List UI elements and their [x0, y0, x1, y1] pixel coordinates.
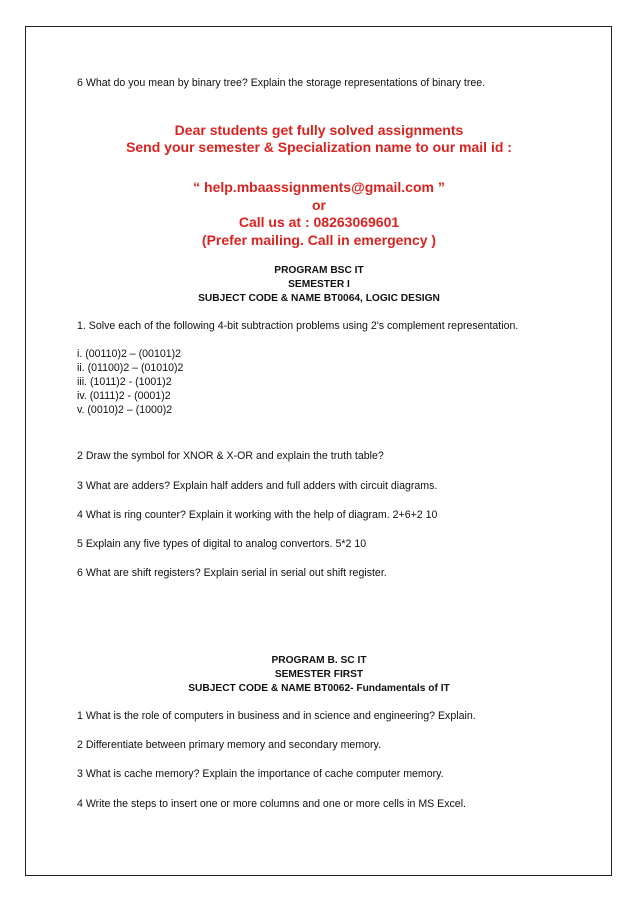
promo-email: “ help.mbaassignments@gmail.com ” [193, 179, 445, 195]
list-item: v. (0010)2 – (1000)2 [77, 404, 173, 416]
section1-question-1: 1. Solve each of the following 4-bit subtraction problems using 2's complement representation. [77, 320, 519, 332]
list-item: iii. (1011)2 - (1001)2 [77, 376, 172, 388]
section1-question-2: 2 Draw the symbol for XNOR & X-OR and explain the truth table? [77, 450, 384, 462]
section2-question-3: 3 What is cache memory? Explain the importance of cache computer memory. [77, 768, 444, 780]
section1-question-3: 3 What are adders? Explain half adders and full adders with circuit diagrams. [77, 480, 438, 492]
section2-question-4: 4 Write the steps to insert one or more columns and one or more cells in MS Excel. [77, 798, 466, 810]
promo-note: (Prefer mailing. Call in emergency ) [201, 232, 437, 248]
section1-question-6: 6 What are shift registers? Explain serial in serial out shift register. [77, 567, 387, 579]
promo-or: or [312, 197, 326, 213]
section2-subject: SUBJECT CODE & NAME BT0062- Fundamentals of IT [188, 683, 450, 694]
list-item: ii. (01100)2 – (01010)2 [77, 362, 184, 374]
top-question: 6 What do you mean by binary tree? Explain the storage representations of binary tree. [77, 77, 486, 89]
section1-question-5: 5 Explain any five types of digital to analog convertors. 5*2 10 [77, 538, 367, 550]
section2-question-2: 2 Differentiate between primary memory and secondary memory. [77, 739, 382, 751]
section2-question-1: 1 What is the role of computers in business and in science and engineering? Explain. [77, 710, 476, 722]
list-item: i. (00110)2 – (00101)2 [77, 348, 182, 360]
list-item: iv. (0111)2 - (0001)2 [77, 390, 171, 402]
section1-semester: SEMESTER I [288, 279, 350, 290]
section1-program: PROGRAM BSC IT [274, 265, 364, 276]
section1-subject: SUBJECT CODE & NAME BT0064, LOGIC DESIGN [198, 293, 440, 304]
section2-program: PROGRAM B. SC IT [271, 655, 367, 666]
promo-line-1: Dear students get fully solved assignments [174, 122, 464, 138]
promo-call: Call us at : 08263069601 [238, 214, 400, 230]
section2-semester: SEMESTER FIRST [274, 669, 364, 680]
promo-line-2: Send your semester & Specialization name to our mail id : [126, 139, 512, 155]
section1-question-4: 4 What is ring counter? Explain it working with the help of diagram. 2+6+2 10 [77, 509, 438, 521]
